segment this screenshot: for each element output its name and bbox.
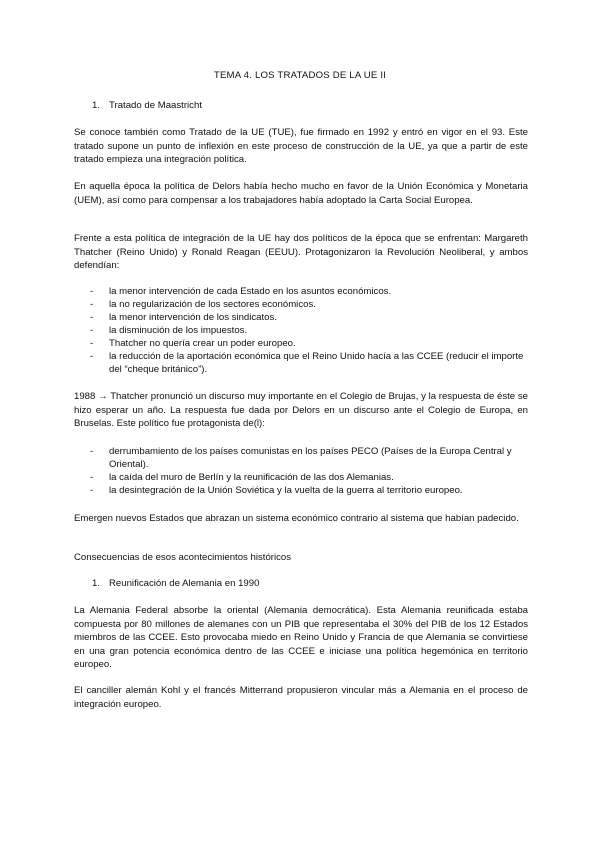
- paragraph-new-states: Emergen nuevos Estados que abrazan un sistema económico contrario al sistema que habían padecido.: [74, 513, 519, 524]
- paragraph-kohl-mitterrand: El canciller alemán Kohl y el francés Mitterrand propusieron vincular más a Alemania en el proceso de integración europeo.: [74, 685, 528, 710]
- events-list: [74, 445, 528, 497]
- section-heading-maastricht: [92, 100, 202, 111]
- list-item: - la disminución de los impuestos.: [90, 325, 248, 336]
- list-item: - la reducción de la aportación económica que el Reino Unido hacía a las CCEE (reducir el importe del “cheque británico”).: [90, 351, 524, 375]
- consequences-heading: Consecuencias de esos acontecimientos históricos: [74, 552, 292, 563]
- section-heading-reunification: [92, 578, 259, 589]
- section-title: Tratado de Maastricht: [109, 100, 202, 111]
- list-item: - la no regularización de los sectores económicos.: [90, 299, 316, 310]
- list-item: - Thatcher no quería crear un poder europeo.: [90, 338, 296, 349]
- paragraph-delors: En aquella época la política de Delors había hecho mucho en favor de la Unión Económica y Monetaria (UEM), así como para compensar a los trabajadores había adoptado la Carta Social Europea.: [74, 181, 528, 206]
- neoliberal-list: [74, 285, 528, 376]
- section-number: 1.: [92, 100, 101, 111]
- paragraph-thatcher-reagan: Frente a esta política de integración de la UE hay dos políticos de la época que se enfrentan: Margareth Thatcher (Reino Unido) y Ronald Reagan (EEUU). Protagonizaron la Revolución Neoliberal, y ambos defendían:: [74, 233, 528, 271]
- list-item: - derrumbamiento de los países comunistas en los países PECO (Países de la Europa Central y Oriental).: [90, 446, 512, 470]
- paragraph-germany: La Alemania Federal absorbe la oriental (Alemania democrática). Esta Alemania reunificada estaba compuesta por 80 millones de alemanes con un PIB que representaba el 30% del PIB de los 12 Estados miembros de las CCEE. Esto provocaba miedo en Reino Unido y Francia de que Alemania se convirtiese en una gran potencia económica dentro de las CCEE e iniciase una política hegemónica en territorio europeo.: [74, 605, 528, 670]
- list-item: - la menor intervención de los sindicatos.: [90, 312, 277, 323]
- paragraph-tue: Se conoce también como Tratado de la UE (TUE), fue firmado en 1992 y entró en vigor en el 93. Este tratado supone un punto de inflexión en este proceso de construcción de la UE, ya que a partir de este tratado empieza una integración política.: [74, 127, 528, 165]
- list-item: - la desintegración de la Unión Soviética y la vuelta de la guerra al territorio europeo.: [90, 485, 463, 496]
- section-title: Reunificación de Alemania en 1990: [109, 578, 260, 589]
- list-item: - la caída del muro de Berlín y la reunificación de las dos Alemanias.: [90, 472, 394, 483]
- document-title: TEMA 4. LOS TRATADOS DE LA UE II: [213, 70, 387, 81]
- list-item: - la menor intervención de cada Estado en los asuntos económicos.: [90, 286, 392, 297]
- paragraph-brujas: 1988 → Thatcher pronunció un discurso muy importante en el Colegio de Brujas, y la respuesta de éste se hizo esperar un año. La respuesta fue dada por Delors en un discurso ante el Colegio de Europa, en Bruselas. Este político fue protagonista de(l):: [74, 391, 528, 429]
- section-number: 1.: [92, 578, 101, 589]
